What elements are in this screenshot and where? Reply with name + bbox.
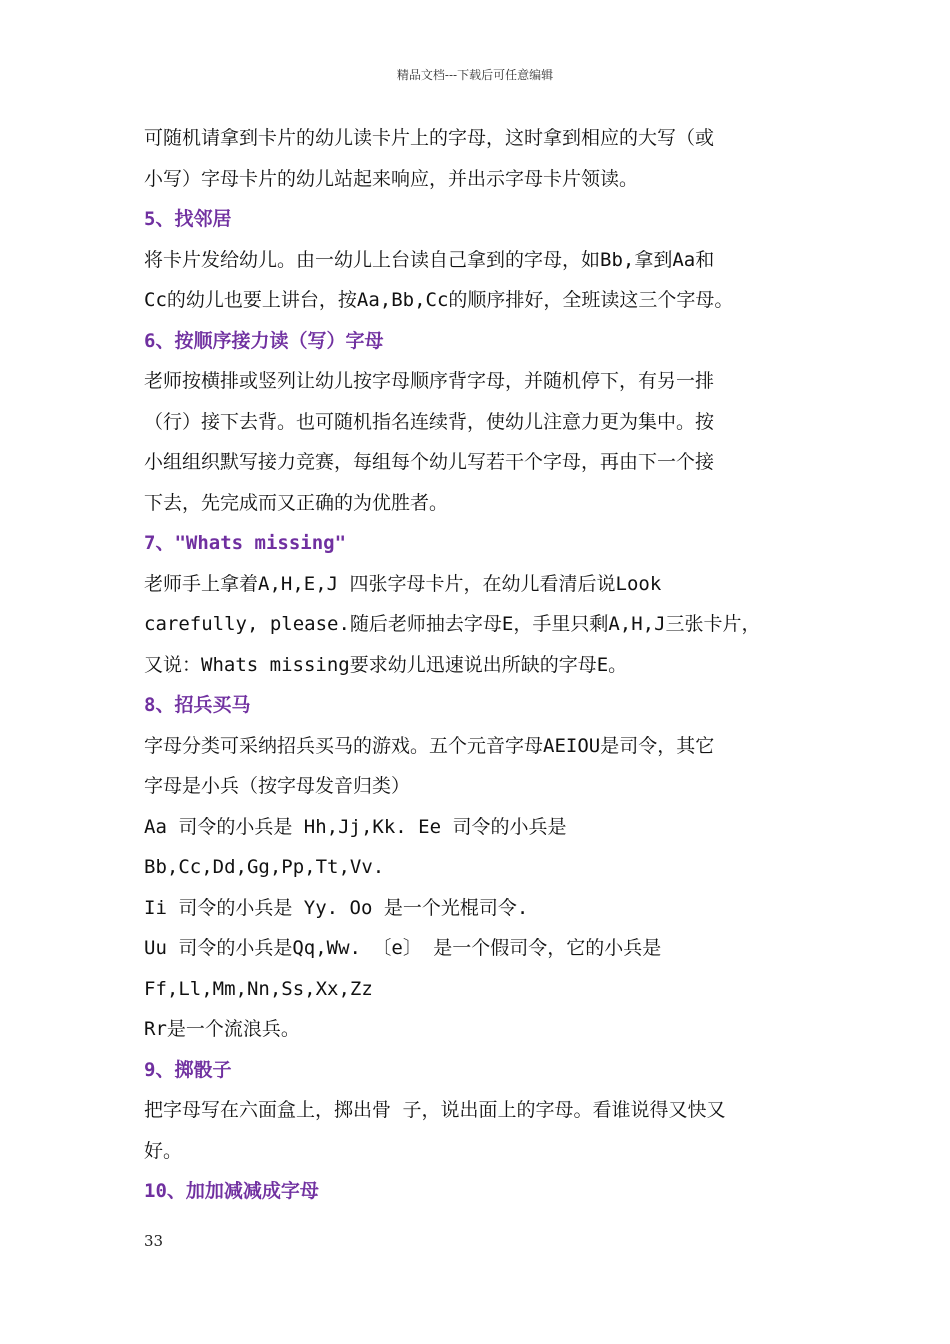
body-text-line: Cc的幼儿也要上讲台，按Aa,Bb,Cc的顺序排好，全班读这三个字母。 <box>144 289 734 311</box>
body-text-line: 将卡片发给幼儿。由一幼儿上台读自己拿到的字母，如Bb,拿到Aa和 <box>144 248 715 271</box>
body-text-line: 下去，先完成而又正确的为优胜者。 <box>144 491 449 514</box>
body-text-line: Ii 司令的小兵是 Yy. Oo 是一个光棍司令. <box>144 896 529 919</box>
body-text-line: Aa 司令的小兵是 Hh,Jj,Kk. Ee 司令的小兵是 <box>144 815 567 838</box>
body-text-line: 老师手上拿着A,H,E,J 四张字母卡片，在幼儿看清后说Look <box>144 572 662 595</box>
page-header: 精品文档---下载后可任意编辑 <box>396 68 554 82</box>
body-text-line: 可随机请拿到卡片的幼儿读卡片上的字母，这时拿到相应的大写（或 <box>144 127 715 149</box>
body-text-line: 好。 <box>144 1139 183 1162</box>
body-text-line: 又说：Whats missing要求幼儿迅速说出所缺的字母E。 <box>144 653 628 676</box>
body-text-line: carefully, please.随后老师抽去字母E，手里只剩A,H,J三张卡片， <box>144 613 761 635</box>
body-text-line: Ff,Ll,Mm,Nn,Ss,Xx,Zz <box>144 977 373 1000</box>
section-heading: 6、按顺序接力读（写）字母 <box>144 329 384 352</box>
body-text-line: Bb,Cc,Dd,Gg,Pp,Tt,Vv. <box>144 856 385 878</box>
section-heading: 8、招兵买马 <box>144 694 251 716</box>
body-text-line: 字母是小兵（按字母发音归类） <box>144 775 411 797</box>
body-text-line: 小组组织默写接力竞赛，每组每个幼儿写若干个字母，再由下一个接 <box>144 451 715 473</box>
section-heading: 7、"Whats missing" <box>144 532 347 554</box>
body-text-line: Rr是一个流浪兵。 <box>144 1018 300 1040</box>
document-body <box>144 118 810 1212</box>
body-text-line: 小写）字母卡片的幼儿站起来响应，并出示字母卡片领读。 <box>144 167 639 190</box>
page-number: 33 <box>144 1232 164 1250</box>
section-heading: 5、找邻居 <box>144 208 232 230</box>
body-text-line: 老师按横排或竖列让幼儿按字母顺序背字母，并随机停下，有另一排 <box>144 370 715 392</box>
body-text-line: Uu 司令的小兵是Qq,Ww. 〔e〕 是一个假司令，它的小兵是 <box>144 937 662 959</box>
section-heading: 10、加加减减成字母 <box>144 1180 319 1202</box>
body-text-line: （行）接下去背。也可随机指名连续背，使幼儿注意力更为集中。按 <box>144 410 715 433</box>
body-text-line: 字母分类可采纳招兵买马的游戏。五个元音字母AEIOU是司令，其它 <box>144 734 715 757</box>
body-text-line: 把字母写在六面盒上，掷出骨 子，说出面上的字母。看谁说得又快又 <box>144 1099 726 1121</box>
section-heading: 9、掷骰子 <box>144 1058 232 1081</box>
